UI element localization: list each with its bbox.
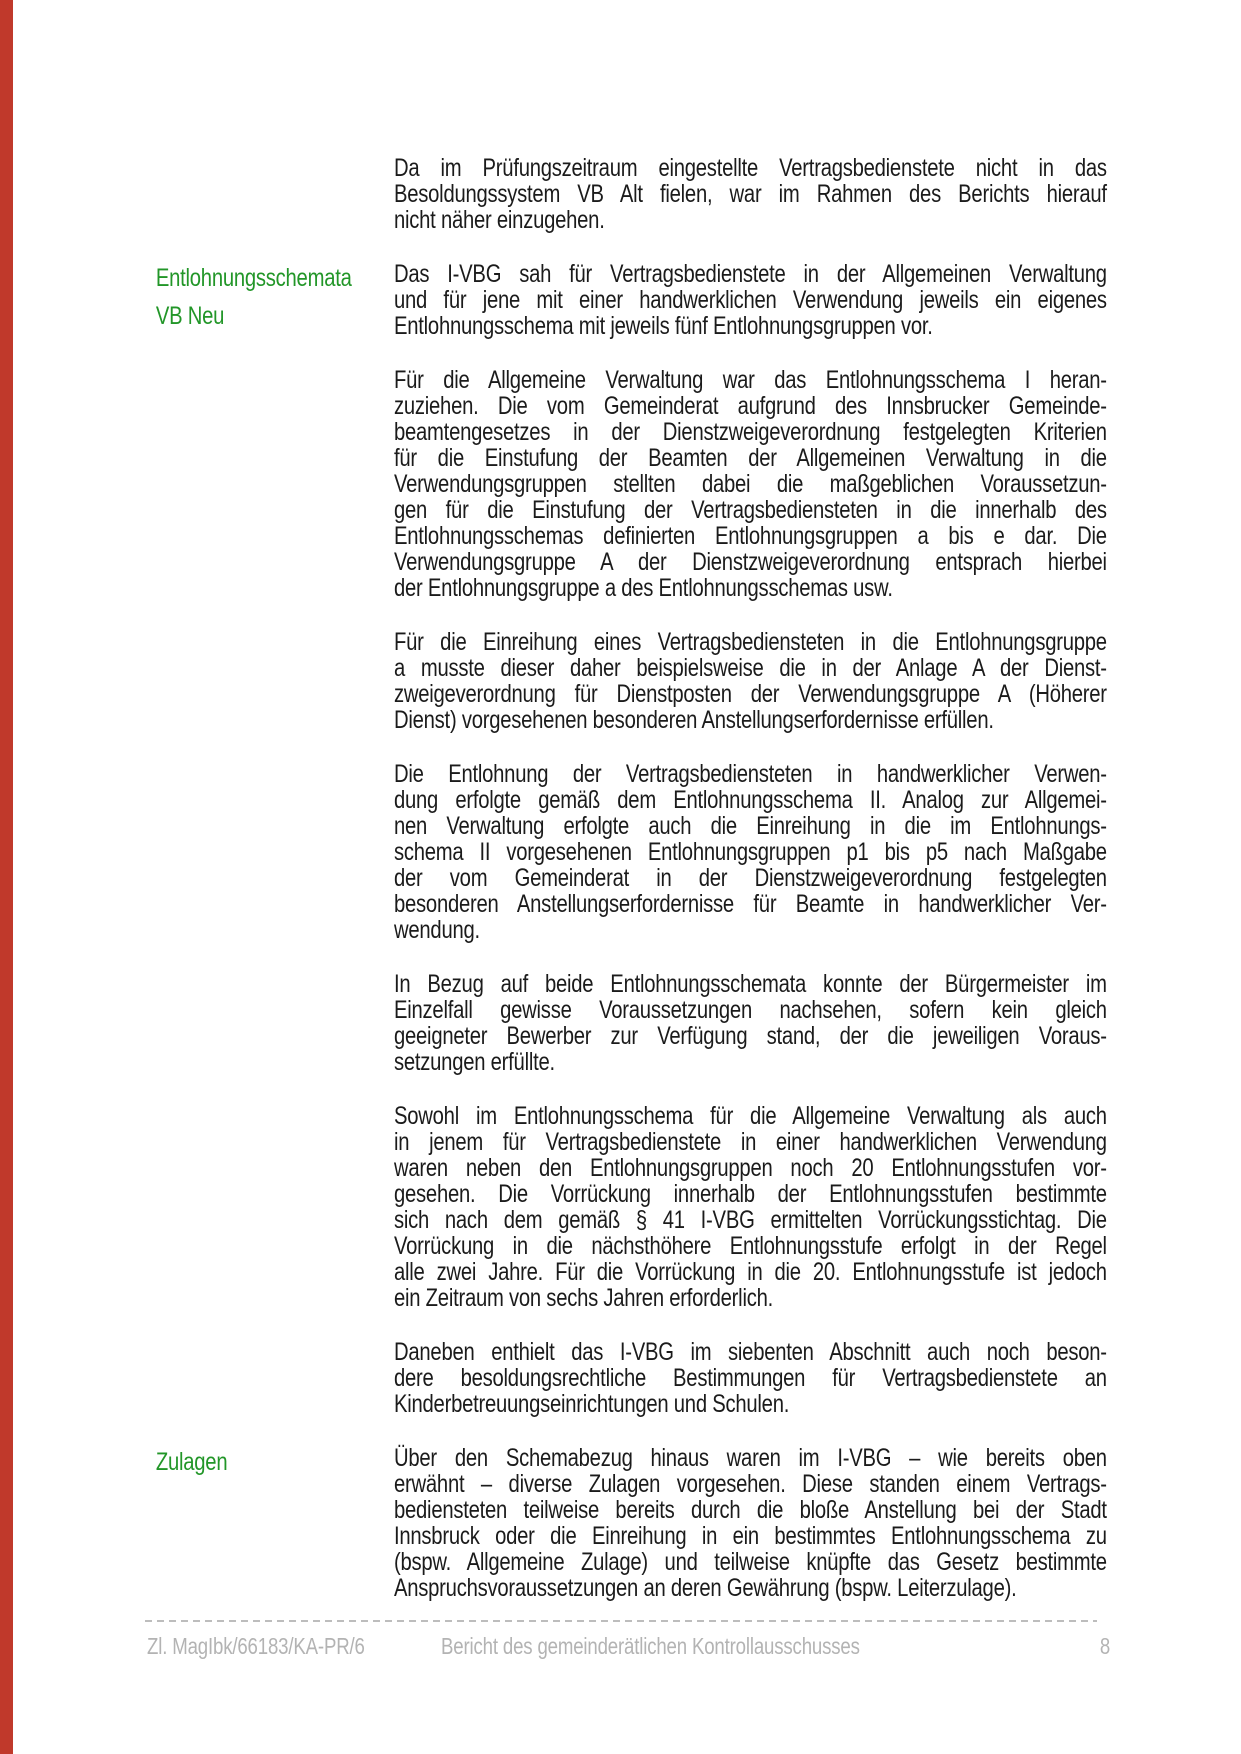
text-line: Sowohl im Entlohnungsschema für die Allgemeine Verwaltung als auch [394, 1102, 1107, 1130]
text-line: setzungen erfüllte. [394, 1048, 555, 1076]
margin-label [156, 259, 393, 335]
footer-divider [145, 1620, 1097, 1622]
text-line: und für jene mit einer handwerklichen Verwendung jeweils ein eigenes [394, 286, 1107, 314]
text-line: Dienst) vorgesehenen besonderen Anstellungserfordernisse erfüllen. [394, 706, 994, 734]
paragraph [394, 1103, 1107, 1311]
text-line: Die Entlohnung der Vertragsbediensteten in handwerklicher Verwen- [394, 760, 1107, 788]
text-line: sich nach dem gemäß § 41 I-VBG ermittelten Vorrückungsstichtag. Die [394, 1206, 1107, 1234]
text-line: nicht näher einzugehen. [394, 206, 605, 234]
text-line: schema II vorgesehenen Entlohnungsgruppen p1 bis p5 nach Maßgabe [394, 838, 1107, 866]
footer-reference: Zl. MagIbk/66183/KA-PR/6 [147, 1633, 365, 1659]
margin-label-line: Zulagen [155, 1448, 228, 1476]
text-line: Besoldungssystem VB Alt fielen, war im Rahmen des Berichts hierauf [394, 180, 1107, 208]
text-line: In Bezug auf beide Entlohnungsschemata konnte der Bürgermeister im [394, 970, 1107, 998]
text-line: erwähnt – diverse Zulagen vorgesehen. Diese standen einem Vertrags- [394, 1470, 1107, 1498]
text-line: in jenem für Vertragsbedienstete in einer handwerklichen Verwendung [394, 1128, 1107, 1156]
margin-label-line: Entlohnungsschemata [155, 264, 352, 292]
text-line: zuziehen. Die vom Gemeinderat aufgrund des Innsbrucker Gemeinde- [394, 392, 1107, 420]
document-body [155, 154, 1107, 1602]
text-line: (bspw. Allgemeine Zulage) und teilweise knüpfte das Gesetz bestimmte [394, 1548, 1107, 1576]
text-line: Für die Allgemeine Verwaltung war das Entlohnungsschema I heran- [394, 366, 1107, 394]
text-line: geeigneter Bewerber zur Verfügung stand, der die jeweiligen Voraus- [394, 1022, 1107, 1050]
text-line: Für die Einreihung eines Vertragsbediensteten in die Entlohnungsgruppe [394, 628, 1107, 656]
footer-page-number: 8 [1099, 1633, 1111, 1659]
text-line: Einzelfall gewisse Voraussetzungen nachsehen, sofern kein gleich [394, 996, 1107, 1024]
text-line: Verwendungsgruppe A der Dienstzweigeverordnung entsprach hierbei [394, 548, 1107, 576]
text-line: nen Verwaltung erfolgte auch die Einreihung in die im Entlohnungs- [394, 812, 1107, 840]
text-line: waren neben den Entlohnungsgruppen noch 20 Entlohnungsstufen vor- [394, 1154, 1107, 1182]
paragraph [394, 1339, 1107, 1417]
footer-title: Bericht des gemeinderätlichen Kontrollausschusses [441, 1633, 860, 1659]
text-line: dung erfolgte gemäß dem Entlohnungsschema II. Analog zur Allgemei- [394, 786, 1107, 814]
text-line: zweigeverordnung für Dienstposten der Verwendungsgruppe A (Höherer [394, 680, 1107, 708]
text-line: Entlohnungsschema mit jeweils fünf Entlohnungsgruppen vor. [394, 312, 933, 340]
text-line: gen für die Einstufung der Vertragsbediensteten in die innerhalb des [394, 496, 1107, 524]
text-line: Über den Schemabezug hinaus waren im I-VBG – wie bereits oben [394, 1444, 1107, 1472]
text-line: Entlohnungsschemas definierten Entlohnungsgruppen a bis e dar. Die [394, 522, 1107, 550]
text-line: wendung. [394, 916, 480, 944]
paragraph [155, 260, 1107, 340]
text-line: besonderen Anstellungserfordernisse für Beamte in handwerklicher Ver- [394, 890, 1107, 918]
margin-label [156, 1443, 393, 1481]
text-line: gesehen. Die Vorrückung innerhalb der Entlohnungsstufen bestimmte [394, 1180, 1107, 1208]
text-line: für die Einstufung der Beamten der Allgemeinen Verwaltung in die [394, 444, 1107, 472]
text-line: alle zwei Jahre. Für die Vorrückung in die 20. Entlohnungsstufe ist jedoch [394, 1258, 1107, 1286]
paragraph [394, 971, 1107, 1075]
text-line: Verwendungsgruppen stellten dabei die maßgeblichen Voraussetzun- [394, 470, 1107, 498]
paragraph [155, 1444, 1107, 1602]
footer [147, 1633, 1110, 1659]
text-line: der vom Gemeinderat in der Dienstzweigeverordnung festgelegten [394, 864, 1107, 892]
paragraph [394, 155, 1107, 233]
paragraph [394, 761, 1107, 943]
margin-label-line: VB Neu [155, 302, 225, 330]
paragraph [394, 367, 1107, 601]
text-line: bediensteten teilweise bereits durch die bloße Anstellung bei der Stadt [394, 1496, 1107, 1524]
text-line: Vorrückung in die nächsthöhere Entlohnungsstufe erfolgt in der Regel [394, 1232, 1107, 1260]
text-line: ein Zeitraum von sechs Jahren erforderlich. [394, 1284, 773, 1312]
text-line: Daneben enthielt das I-VBG im siebenten Abschnitt auch noch beson- [394, 1338, 1107, 1366]
left-edge-accent-bar [0, 0, 13, 1754]
text-line: Das I-VBG sah für Vertragsbedienstete in der Allgemeinen Verwaltung [394, 260, 1107, 288]
text-line: a musste dieser daher beispielsweise die in der Anlage A der Dienst- [394, 654, 1107, 682]
text-line: dere besoldungsrechtliche Bestimmungen für Vertragsbedienstete an [394, 1364, 1107, 1392]
text-line: Anspruchsvoraussetzungen an deren Gewährung (bspw. Leiterzulage). [394, 1574, 1017, 1602]
text-line: Da im Prüfungszeitraum eingestellte Vertragsbedienstete nicht in das [394, 154, 1107, 182]
paragraph [394, 629, 1107, 733]
text-line: der Entlohnungsgruppe a des Entlohnungsschemas usw. [394, 574, 893, 602]
text-line: Innsbruck oder die Einreihung in ein bestimmtes Entlohnungsschema zu [394, 1522, 1107, 1550]
text-line: Kinderbetreuungseinrichtungen und Schulen. [394, 1390, 790, 1418]
text-line: beamtengesetzes in der Dienstzweigeverordnung festgelegten Kriterien [394, 418, 1107, 446]
